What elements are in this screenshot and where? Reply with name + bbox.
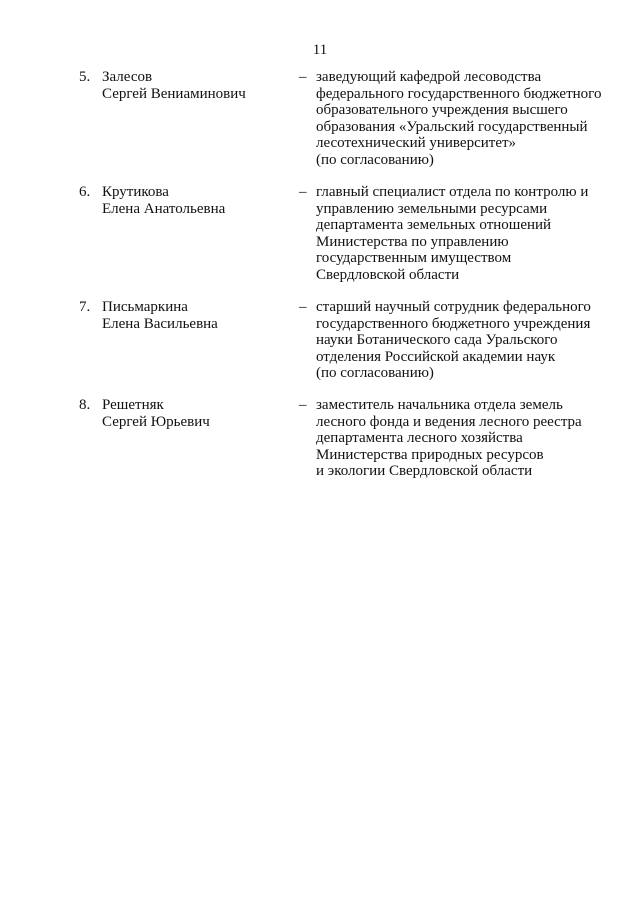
position-line: образования «Уральский государственный [316,118,588,135]
position-line: Министерства по управлению [316,233,509,250]
member-position [316,397,616,480]
member-position [316,69,616,169]
position-line: лесного фонда и ведения лесного реестра [316,413,582,430]
position-line: заместитель начальника отдела земель [316,397,563,413]
separator-dash: – [299,184,307,200]
surname: Залесов [102,69,153,85]
position-line: старший научный сотрудник федерального [316,299,591,315]
given-names: Сергей Юрьевич [102,413,210,430]
surname: Решетняк [102,397,164,413]
position-line: науки Ботанического сада Уральского [316,332,558,349]
member-name [102,184,282,217]
position-line: (по согласованию) [316,151,434,168]
position-line: федерального государственного бюджетного [316,85,602,102]
member-name [102,299,282,332]
given-names: Елена Анатольевна [102,200,226,217]
member-position [316,184,616,284]
position-line: (по согласованию) [316,365,434,382]
position-line: Министерства природных ресурсов [316,446,544,463]
member-name [102,397,282,430]
entry-number: 5. [79,69,91,85]
member-position [316,299,616,382]
position-line: образовательного учреждения высшего [316,102,568,119]
separator-dash: – [299,397,307,413]
separator-dash: – [299,299,307,315]
position-line: государственного бюджетного учреждения [316,315,591,332]
position-line: главный специалист отдела по контролю и [316,184,589,200]
entry-number: 8. [79,397,91,413]
position-line: и экологии Свердловской области [316,463,533,480]
position-line: управлению земельными ресурсами [316,200,548,217]
entry-number: 6. [79,184,91,200]
given-names: Елена Васильевна [102,315,218,332]
member-name [102,69,282,102]
position-line: департамента лесного хозяйства [316,430,523,447]
position-line: отделения Российской академии наук [316,348,556,365]
surname: Письмаркина [102,299,188,315]
position-line: лесотехнический университет» [316,135,517,152]
position-line: государственным имуществом [316,250,512,267]
position-line: департамента земельных отношений [316,217,552,234]
given-names: Сергей Вениаминович [102,85,246,102]
page-number: 11 [312,42,328,58]
surname: Крутикова [102,184,169,200]
position-line: заведующий кафедрой лесоводства [316,69,542,85]
entry-number: 7. [79,299,91,315]
position-line: Свердловской области [316,266,460,283]
separator-dash: – [299,69,307,85]
